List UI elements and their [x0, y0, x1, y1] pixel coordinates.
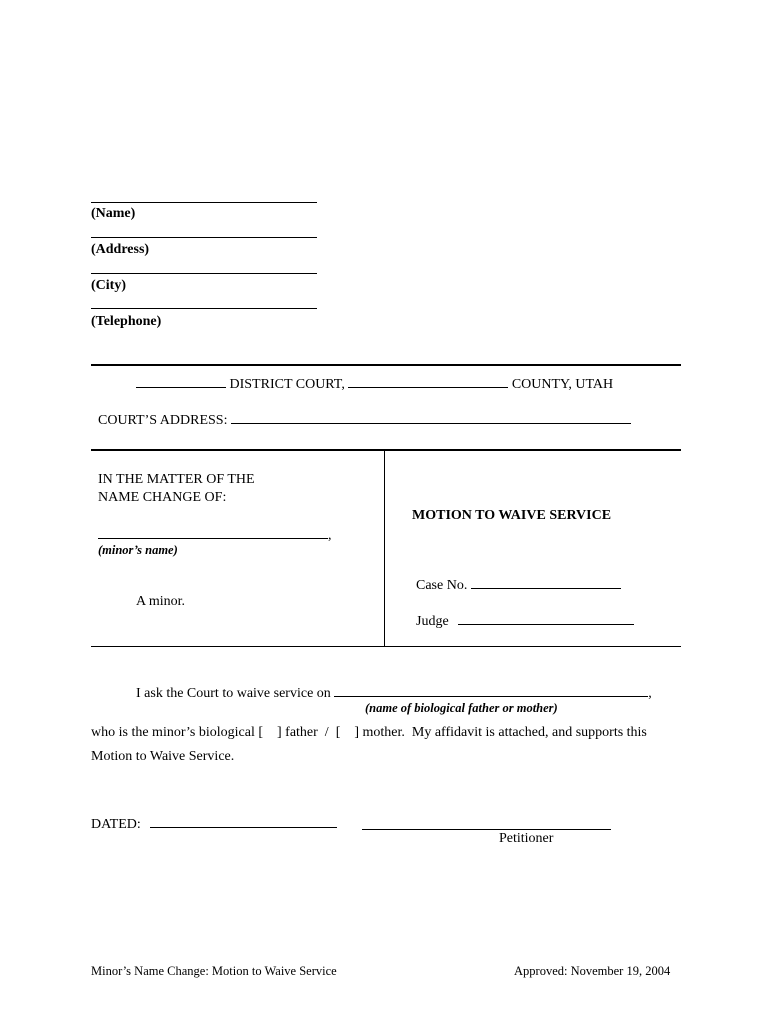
minors-name-blank	[98, 526, 328, 539]
caption-bottom-rule	[91, 646, 681, 647]
name-label: (Name)	[91, 206, 136, 221]
parent-name-label: (name of biological father or mother)	[365, 701, 558, 715]
court-address-label: COURT’S ADDRESS:	[98, 413, 228, 428]
minors-name-line	[98, 526, 332, 544]
document-title: MOTION TO WAIVE SERVICE	[412, 508, 612, 523]
county-text: COUNTY, UTAH	[511, 377, 614, 392]
dated-label: DATED:	[91, 817, 141, 832]
address-label: (Address)	[91, 242, 150, 257]
footer-left: Minor’s Name Change: Motion to Waive Service	[91, 964, 337, 978]
county-blank	[348, 375, 508, 388]
signature-line	[362, 829, 611, 830]
city-label: (City)	[91, 278, 126, 293]
judge-label: Judge	[416, 614, 449, 629]
court-line	[136, 375, 613, 393]
telephone-line	[91, 308, 317, 309]
footer-right: Approved: November 19, 2004	[514, 964, 671, 978]
court-address-line	[98, 411, 631, 429]
city-line	[91, 273, 317, 274]
telephone-label: (Telephone)	[91, 314, 162, 329]
minors-name-label: (minor’s name)	[98, 543, 178, 557]
request-line	[136, 684, 652, 702]
district-text: DISTRICT COURT,	[229, 377, 345, 392]
request-text: I ask the Court to waive service on	[136, 686, 331, 701]
dated-line	[91, 815, 337, 833]
case-no-line	[416, 576, 621, 594]
matter-line-2: NAME CHANGE OF:	[98, 490, 227, 505]
court-top-rule	[91, 364, 681, 366]
a-minor-label: A minor.	[136, 594, 186, 609]
caption-divider	[384, 450, 385, 646]
caption-top-rule	[91, 449, 681, 451]
case-no-label: Case No.	[416, 578, 468, 593]
body-line-2: who is the minor’s biological [ ] father / [ ] mother. My affidavit is attached, and supports this	[91, 725, 647, 740]
district-blank	[136, 375, 226, 388]
dated-blank	[150, 815, 337, 828]
address-line	[91, 237, 317, 238]
parent-name-blank	[334, 684, 648, 697]
minors-name-comma: ,	[328, 528, 332, 543]
case-no-blank	[471, 576, 621, 589]
matter-line-1: IN THE MATTER OF THE	[98, 472, 255, 487]
name-line	[91, 202, 317, 203]
body-line-3: Motion to Waive Service.	[91, 749, 235, 764]
request-comma: ,	[648, 686, 652, 701]
judge-blank	[458, 612, 634, 625]
petitioner-label: Petitioner	[499, 831, 554, 846]
judge-line	[416, 612, 634, 630]
court-address-blank	[231, 411, 631, 424]
